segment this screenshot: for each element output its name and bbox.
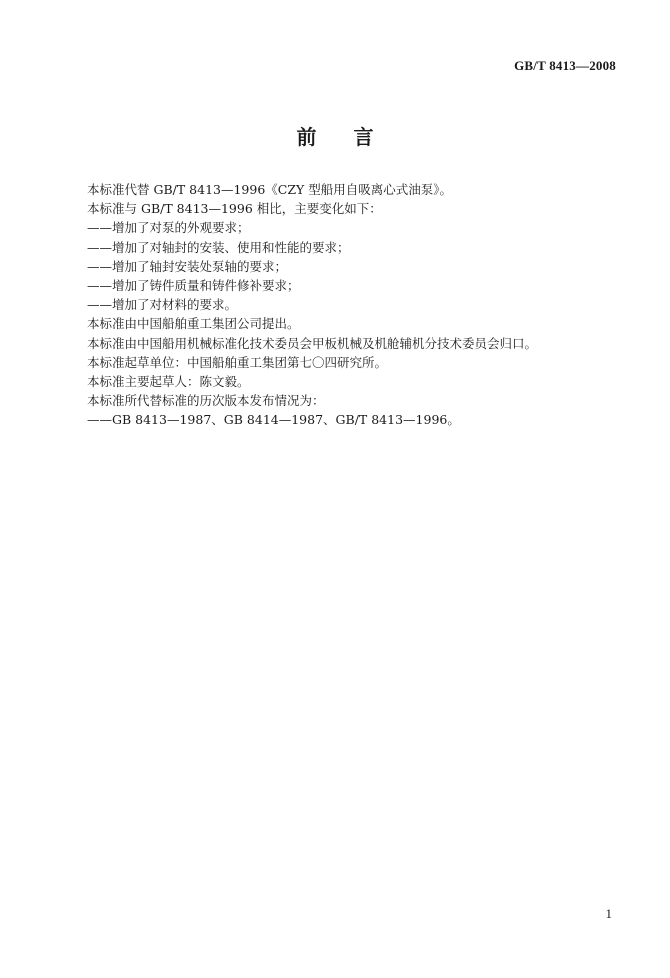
- page-number: 1: [605, 906, 612, 921]
- text-line: 本标准代替 GB/T 8413—1996《CZY 型船用自吸离心式油泵》。: [87, 182, 453, 197]
- text-line: 本标准由中国船舶重工集团公司提出。: [87, 316, 300, 332]
- text-line: ——增加了对轴封的安装、使用和性能的要求；: [87, 239, 350, 255]
- text-line: ——增加了对材料的要求。: [87, 297, 238, 313]
- text-line: 本标准起草单位：中国船舶重工集团第七〇四研究所。: [87, 354, 388, 370]
- text-line: ——增加了轴封安装处泵轴的要求；: [87, 258, 288, 274]
- text-line: ——增加了铸件质量和铸件修补要求；: [87, 278, 300, 294]
- page-title: 前 言: [296, 125, 374, 149]
- foreword-body: [87, 180, 627, 430]
- standard-number: GB/T 8413—2008: [514, 58, 616, 73]
- text-line: ——GB 8413—1987、GB 8414—1987、GB/T 8413—1996。: [87, 412, 460, 428]
- text-line: 本标准主要起草人：陈文毅。: [87, 374, 250, 390]
- text-line: 本标准由中国船用机械标准化技术委员会甲板机械及机舱辅机分技术委员会归口。: [87, 335, 538, 351]
- text-line: 本标准所代替标准的历次版本发布情况为：: [87, 393, 325, 409]
- text-line: ——增加了对泵的外观要求；: [87, 220, 250, 236]
- text-line: 本标准与 GB/T 8413—1996 相比，主要变化如下：: [87, 201, 382, 217]
